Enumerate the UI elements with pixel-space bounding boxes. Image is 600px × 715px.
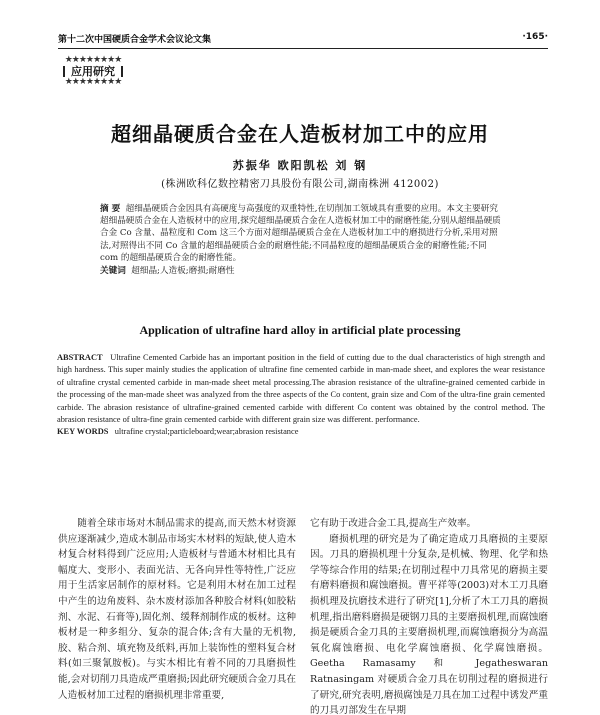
body-right-paragraph: 磨损机理的研究是为了确定造成刀具磨损的主要原因。刀具的磨损机理十分复杂,是机械、物理、化学和热学等综合作用的结果;在切削过程中刀具常见的磨损主要有磨料磨损和腐蚀磨损。曹平祥等(2003)对木工刀具磨损机理及抗磨技术进行了研究[1],分析了木工刀具的磨损机理,指出磨料磨损是硬钢刀具的主要磨损机理,而腐蚀磨损是硬质合金刀具的主要磨损机理,而腐蚀磨损分为高温氧化腐蚀磨损、电化学腐蚀磨损、化学腐蚀磨损。Geetha Ramasamy 和 Jegatheswaran Ratnasingam 对硬质合金刀具在切削过程的磨损进行了研究,研究表明,磨损腐蚀是刀具在加工过程中诱发严重的刀具刃部发生在早期: [310, 533, 548, 715]
affiliation: (株洲欧科亿数控精密刀具股份有限公司,湖南株洲 412002): [161, 179, 439, 190]
keywords-cn: 超细晶;人造板;磨损;耐磨性: [131, 266, 235, 277]
authors: 苏振华 欧阳凯松 刘 钢: [232, 159, 368, 172]
english-title: Application of ultrafine hard alloy in artificial plate processing: [139, 323, 461, 337]
abstract-chinese: [100, 203, 505, 277]
section-label: 应用研究: [63, 66, 123, 77]
journal-name: 第十二次中国硬质合金学术会议论文集: [58, 35, 212, 45]
running-header: [58, 32, 548, 49]
keywords-en-label: KEY WORDS: [57, 427, 109, 437]
section-tag: [60, 55, 126, 87]
body-left-paragraph: 随着全球市场对木制品需求的提高,而天然木材资源供应逐渐减少,造成木制品市场实木材料的短缺,使人造木材复合材料得到广泛应用;人造板材与普通木材相比具有幅度大、变形小、表面光洁、无各向异性等特性,广泛应用于生活家居制作的原材料。它是利用木材在加工过程中产生的边角废料、杂木废材添加各种胶合材料(如胶粘剂、水泥、石膏等),固化剂、缓释剂制作成的板材。这种板材是一种多组分、复杂的混合体;含有大量的无机物,胶、粘合剂、填充物及纸料,再加上装饰性的塑料复合材料(如三聚氰胺板)。与实木相比有着不同的刀具磨损性能,会对切削刀具造成严重磨损;因此研究硬质合金刀具在人造板材加工过程的磨损机理非常重要,: [58, 518, 296, 701]
body-right-continuation: 它有助于改进合金工具,提高生产效率。: [310, 518, 477, 529]
section-stars: ★★★★★★★★: [64, 55, 122, 65]
paper-title: 超细晶硬质合金在人造板材加工中的应用: [111, 122, 489, 146]
body-column-right: [310, 516, 548, 715]
abstract-en-text: Ultrafine Cemented Carbide has an important position in the field of cutting due to the dual characteristics of high strength and high hardness. This super mainly studies the application of ultrafine fine cemented carbide in man-made sheet, and explores the wear resistance of ultrafine crystal cemented carbide in man-made sheet metal processing.The abrasion resistance of the ultrafine-grained cemented carbide in the processing of the man-made sheet was analyzed from the three aspects of the Co content, grain size and Com of the ultra-fine grain cemented carbide. The abrasion resistance of ultrafine-grained cemented carbide with different Co content was obtained by the control method. The abrasion resistance of ultra-fine grain cemented carbide with different grain size was different. performance.: [57, 353, 545, 425]
keywords-en: ultrafine crystal;particleboard;wear;abrasion resistance: [114, 427, 299, 437]
abstract-cn-label: 摘 要: [100, 204, 121, 214]
section-stars-bottom: ★★★★★★★★: [64, 77, 122, 87]
page-number: ·165·: [522, 32, 548, 42]
abstract-cn-text: 超细晶硬质合金因具有高硬度与高强度的双重特性,在切削加工领域具有重要的应用。本文主要研究超细晶硬质合金在人造板材中的应用,探究超细晶硬质合金在人造板材加工中的耐磨性能,分别从超细晶硬质合金 Co 含量、晶粒度和 Com 这三个方面对超细晶硬质合金在人造板材加工中的磨损进行分析,采用对照法,对照得出不同 Co 含量的超细晶硬质合金的耐磨性能;不同晶粒度的超细晶硬质合金的耐磨性能;不同 com 的超细晶硬质合金的耐磨性能。: [100, 204, 501, 263]
keywords-cn-label: 关键词: [100, 266, 126, 277]
abstract-english: [57, 352, 545, 439]
body-column-left: [58, 516, 296, 715]
abstract-en-label: ABSTRACT: [57, 353, 103, 362]
